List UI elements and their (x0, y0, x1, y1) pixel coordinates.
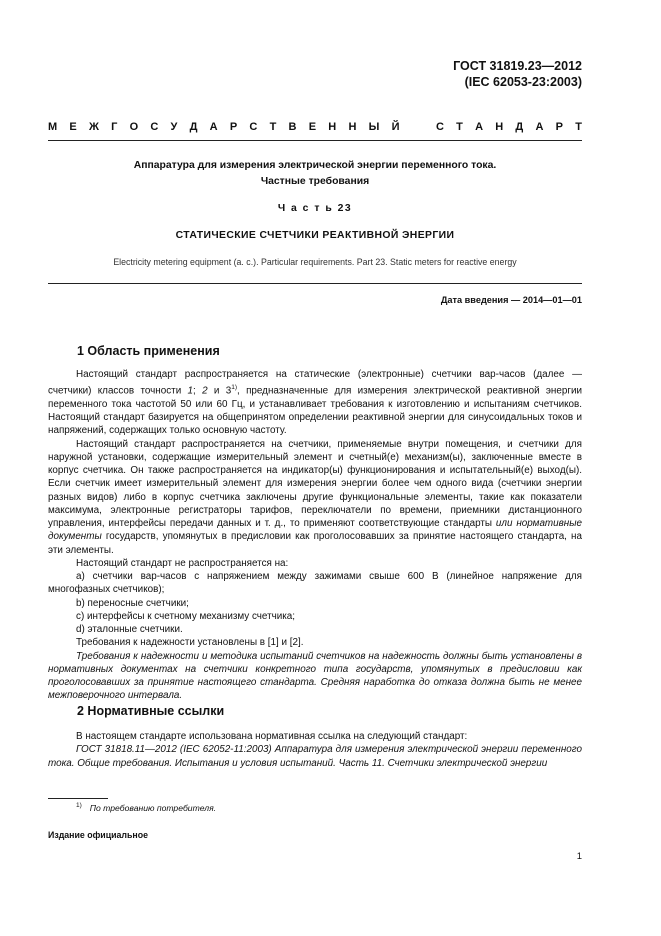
footnote-mark: 1) (76, 802, 82, 809)
list-item: a) счетчики вар-часов с напряжением между зажимами свыше 600 В (линейное напряжение для многофазных счетчиков); (48, 571, 582, 596)
banner-letter: С (435, 121, 444, 133)
footnote-ref[interactable]: 1) (231, 384, 238, 392)
title-rule (48, 283, 582, 284)
banner-letter: А (535, 121, 544, 133)
banner-letter: Д (515, 121, 524, 133)
section-1-body (48, 368, 582, 703)
title-line-2: Частные требования (260, 176, 370, 187)
standard-number-block (453, 58, 582, 90)
normative-reference: ГОСТ 31818.11—2012 (IEC 62052-11:2003) Аппаратура для измерения электрической энергии переменного тока. Общие требования. Испытания и условия испытаний. Часть 11. Счетчики электрической энергии (48, 744, 582, 769)
english-title: Electricity metering equipment (a. c.). Particular requirements. Part 23. Static meters for reactive energy (113, 257, 517, 267)
paragraph: Требования к надежности установлены в [1] и [2]. (76, 637, 304, 649)
banner-letter: О (129, 121, 139, 133)
list-item: d) эталонные счетчики. (76, 624, 183, 636)
footnote-rule (48, 798, 108, 799)
page-number: 1 (576, 851, 582, 862)
paragraph: Настоящий стандарт не распространяется на: (76, 557, 289, 569)
iec-number: (IEC 62053-23:2003) (464, 75, 582, 89)
banner-letter: М (48, 121, 58, 133)
section-1-heading: 1 Область применения (77, 344, 220, 358)
part-subtitle: СТАТИЧЕСКИЕ СЧЕТЧИКИ РЕАКТИВНОЙ ЭНЕРГИИ (175, 230, 455, 241)
banner-letter: А (209, 121, 218, 133)
banner-letter: Г (111, 121, 118, 133)
document-title (48, 158, 582, 190)
banner-letter: Д (189, 121, 198, 133)
banner-letter: Т (456, 121, 463, 133)
banner-letter: Р (229, 121, 238, 133)
section-2-heading: 2 Нормативные ссылки (77, 704, 225, 718)
banner-letter: Т (269, 121, 277, 133)
list-item: b) переносные счетчики; (76, 597, 189, 609)
banner-gap (412, 121, 424, 133)
footnote-text: По требованию потребителя. (89, 802, 217, 813)
footnote (76, 802, 216, 813)
official-edition-label: Издание официальное (48, 830, 148, 840)
introduction-date: Дата введения — 2014—01—01 (440, 295, 582, 305)
banner-letter: С (150, 121, 159, 133)
section-2-body (48, 730, 582, 770)
part-number: Ч а с т ь 23 (277, 203, 353, 214)
banner-letter: Ж (88, 121, 99, 133)
banner-letter: С (249, 121, 258, 133)
banner-letter: Ы (368, 121, 380, 133)
banner-letter: Е (69, 121, 77, 133)
paragraph: Настоящий стандарт распространяется на статические (электронные) счетчики вар-часов (далее — счетчики) классов точности 1; 2 и 3$^{1)}$, предназначенные для измерения электрической реактивной энергии переменного тока частотой 50 или 60 Гц, и устанавливает требования к изготовлению и испытаниям счетчиков. Настоящий стандарт базируется на общепринятом определении реактивной энергии для синусоидальных токов и напряжений, содержащих только основную частоту. (48, 369, 583, 437)
paragraph-italic: Требования к надежности и методика испытаний счетчиков на надежность должны быть установлены в нормативных документах на счетчики конкретного типа государств, упомянутых в предисловии как проголосовавших за принятие настоящего стандарта. Средняя наработка до отказа должна быть не менее межповерочного интервала. (48, 650, 582, 702)
banner-letter: Н (328, 121, 337, 133)
banner-letter: Т (575, 121, 582, 133)
interstate-standard-banner (48, 121, 582, 133)
standard-number: ГОСТ 31819.23—2012 (453, 59, 582, 73)
banner-letter: Н (348, 121, 357, 133)
banner-letter: В (288, 121, 297, 133)
banner-letter: Н (495, 121, 504, 133)
list-item: c) интерфейсы к счетному механизму счетчика; (76, 610, 296, 622)
banner-letter: Р (555, 121, 563, 133)
paragraph: Настоящий стандарт распространяется на счетчики, применяемые внутри помещения, и счетчики для наружной установки, содержащие измерительный элемент и счетный(е) механизм(ы), заключенные вместе в корпус счетчика. Он также распространяется на индикатор(ы) функционирования и испытательный(е) выход(ы). Если счетчик имеет измерительный элемент для измерения энергии более чем одного вида (счетчики энергии разных видов) либо в корпус счетчика заключены другие функциональные элементы, такие как показатели максимума, электронные регистраторы тарифов, переключатели по времени, приемники дистанционного управления, интерфейсы передачи данных и т. д., то применяют соответствующие стандарты или нормативные документы государств, упомянутых в предисловии как проголосовавших за принятие настоящего стандарта, на эти элементы. (48, 438, 583, 556)
banner-letter: Е (308, 121, 317, 133)
banner-letter: Й (391, 121, 400, 133)
banner-letter: У (170, 121, 178, 133)
title-line-1: Аппаратура для измерения электрической энергии переменного тока. (133, 160, 497, 171)
banner-letter: А (475, 121, 484, 133)
banner-rule (48, 140, 582, 141)
paragraph: В настоящем стандарте использована нормативная ссылка на следующий стандарт: (76, 731, 468, 742)
